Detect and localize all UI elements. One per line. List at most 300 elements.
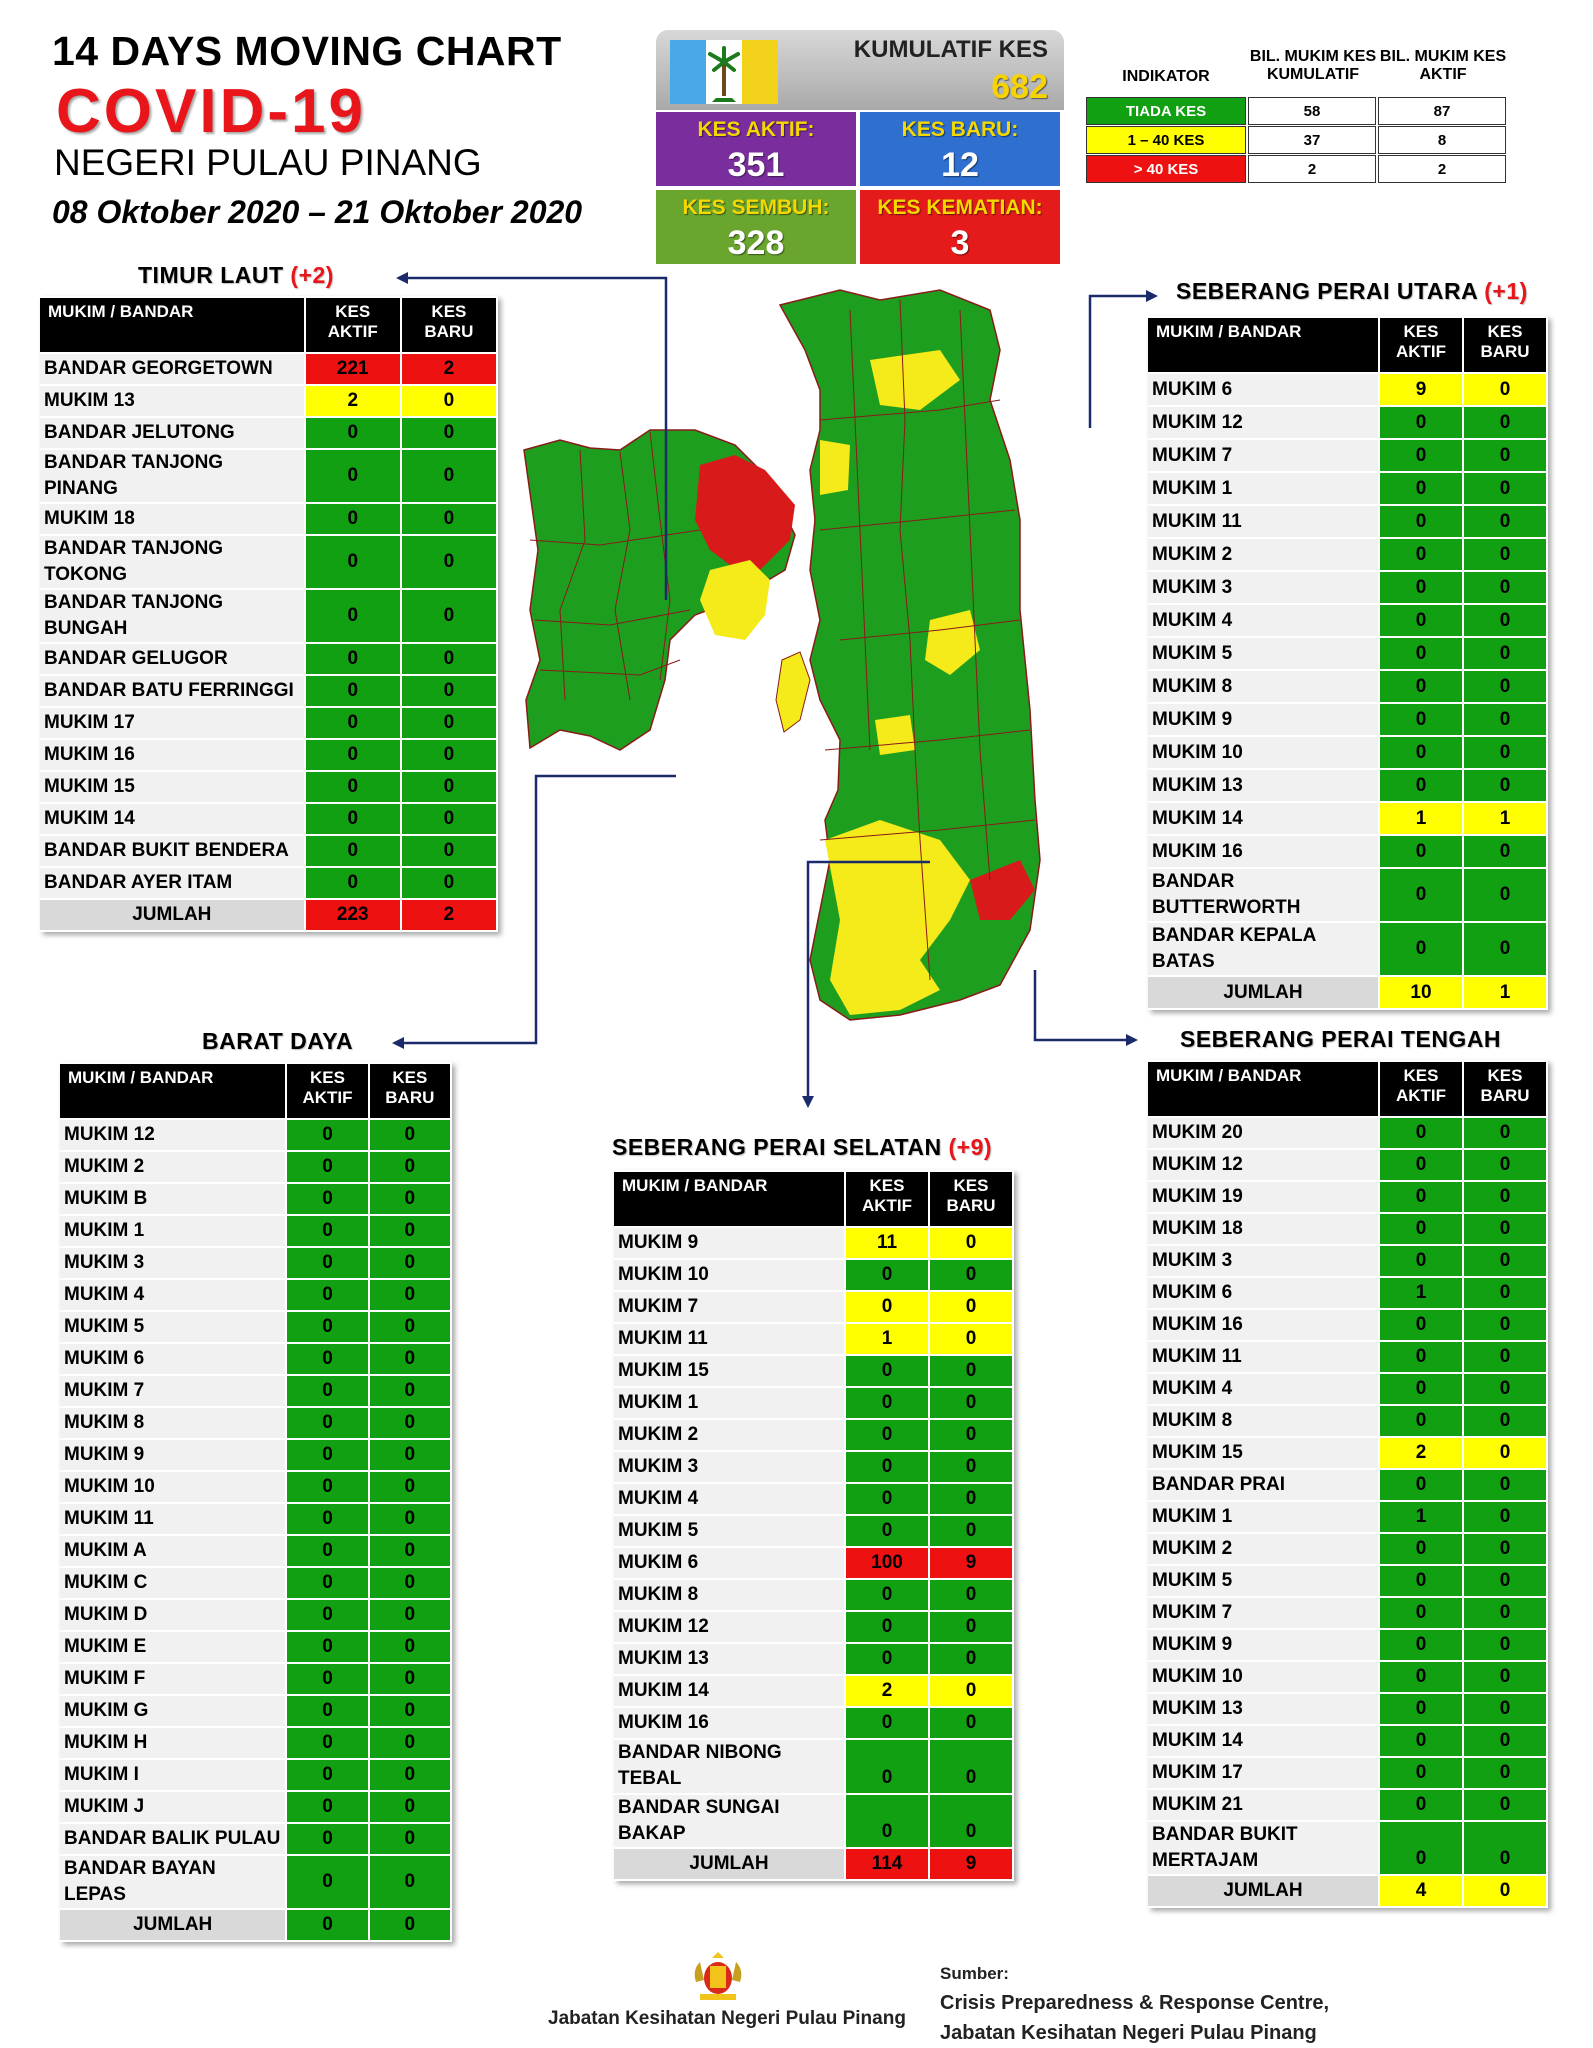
area-name: MUKIM C (60, 1568, 287, 1598)
active-cases-cell: 0 (846, 1260, 930, 1290)
area-name: MUKIM 6 (614, 1548, 846, 1578)
area-name: MUKIM 5 (60, 1312, 287, 1342)
new-cases-cell: 0 (1464, 605, 1548, 636)
table-row (1148, 1630, 1548, 1660)
region-title-barat-daya: BARAT DAYA (202, 1028, 354, 1054)
table-row (1148, 1150, 1548, 1180)
area-name: MUKIM 13 (40, 386, 306, 416)
active-cases-cell: 0 (1380, 1598, 1464, 1628)
table-row (1148, 1662, 1548, 1692)
area-name: MUKIM 3 (1148, 572, 1380, 603)
map-spt-yellow-2 (875, 715, 915, 755)
area-name: MUKIM 15 (1148, 1438, 1380, 1468)
new-cases-cell: 0 (1464, 671, 1548, 702)
area-name: BANDAR BALIK PULAU (60, 1824, 287, 1854)
col-header-active: KES AKTIF (1380, 318, 1464, 372)
area-name: MUKIM 6 (1148, 1278, 1380, 1308)
new-cases-cell: 0 (1464, 923, 1548, 975)
active-cases-cell: 0 (1380, 605, 1464, 636)
area-name: BANDAR BUTTERWORTH (1148, 869, 1380, 921)
new-cases-cell: 0 (1464, 440, 1548, 471)
active-cases-cell: 0 (1380, 1374, 1464, 1404)
table-row (614, 1228, 1014, 1258)
recovered-label: KES SEMBUH: (682, 196, 830, 219)
area-name: MUKIM 18 (1148, 1214, 1380, 1244)
new-cases-cell: 0 (370, 1248, 452, 1278)
table-row (1148, 638, 1548, 669)
total-label: JUMLAH (1148, 1876, 1380, 1906)
active-cases-cell: 100 (846, 1548, 930, 1578)
new-cases-cell: 0 (1464, 1758, 1548, 1788)
region-title-sps: SEBERANG PERAI SELATAN (+9) (612, 1134, 993, 1160)
active-cases-cell: 0 (287, 1440, 369, 1470)
new-cases-cell: 0 (402, 676, 498, 706)
indicator-rows (1086, 97, 1506, 183)
active-cases-cell: 0 (287, 1760, 369, 1790)
col-header-active: KES AKTIF (1380, 1062, 1464, 1116)
active-cases-cell: 9 (1380, 374, 1464, 405)
table-row (40, 450, 498, 502)
table-row (614, 1324, 1014, 1354)
area-name: MUKIM 13 (614, 1644, 846, 1674)
table-total-row (1148, 1876, 1548, 1906)
area-name: MUKIM 20 (1148, 1118, 1380, 1148)
active-cases-cell: 0 (1380, 539, 1464, 570)
new-cases-cell: 0 (402, 418, 498, 448)
area-name: MUKIM 14 (614, 1676, 846, 1706)
active-value: 351 (727, 146, 785, 184)
table-header-row (614, 1172, 1014, 1226)
table-row (614, 1740, 1014, 1793)
area-name: MUKIM B (60, 1184, 287, 1214)
table-row (60, 1504, 452, 1534)
area-name: BANDAR PRAI (1148, 1470, 1380, 1500)
table-row (60, 1440, 452, 1470)
cumulative-cases-card (656, 30, 1064, 110)
new-cases-cell: 0 (1464, 1662, 1548, 1692)
new-cases-cell: 0 (370, 1376, 452, 1406)
active-cases-cell: 0 (306, 504, 402, 534)
area-name: MUKIM 12 (60, 1120, 287, 1150)
indicator-col-active: BIL. MUKIM KES AKTIF (1379, 48, 1507, 83)
area-name: MUKIM 11 (1148, 506, 1380, 537)
new-cases-cell: 1 (1464, 803, 1548, 834)
deaths-value: 3 (950, 224, 970, 262)
indicator-cumulative-count: 37 (1248, 126, 1376, 154)
recovered-value: 328 (727, 224, 785, 262)
table-row (1148, 1214, 1548, 1244)
col-header-active: KES AKTIF (306, 298, 402, 352)
new-cases-cell: 0 (1464, 1502, 1548, 1532)
area-name: MUKIM A (60, 1536, 287, 1566)
table-row (1148, 1246, 1548, 1276)
col-header-new: KES BARU (930, 1172, 1014, 1226)
new-cases-cell: 0 (1464, 770, 1548, 801)
active-cases-cell: 0 (287, 1824, 369, 1854)
table-row (1148, 1822, 1548, 1874)
new-cases-cell: 0 (1464, 1598, 1548, 1628)
active-cases-cell: 0 (1380, 1118, 1464, 1148)
new-cases-cell: 0 (370, 1600, 452, 1630)
area-name: MUKIM 21 (1148, 1790, 1380, 1820)
area-name: MUKIM 7 (1148, 440, 1380, 471)
indicator-col-cumulative: BIL. MUKIM KES KUMULATIF (1249, 48, 1377, 83)
table-row (1148, 770, 1548, 801)
new-cases-cell: 0 (930, 1516, 1014, 1546)
area-name: MUKIM 14 (40, 804, 306, 834)
area-name: MUKIM 13 (1148, 1694, 1380, 1724)
table-row (40, 644, 498, 674)
new-cases-cell: 0 (370, 1696, 452, 1726)
table-row (60, 1472, 452, 1502)
kpi-panel (656, 30, 1064, 264)
new-cases-cell: 0 (1464, 1694, 1548, 1724)
table-row (60, 1632, 452, 1662)
new-cases-cell: 0 (370, 1472, 452, 1502)
table-row (40, 386, 498, 416)
table-row (40, 676, 498, 706)
table-row (614, 1292, 1014, 1322)
new-cases-cell: 2 (402, 900, 498, 930)
active-cases-cell: 0 (287, 1344, 369, 1374)
new-cases-cell: 0 (402, 386, 498, 416)
area-name: MUKIM 7 (614, 1292, 846, 1322)
active-cases-cell: 4 (1380, 1876, 1464, 1906)
active-cases-cell: 0 (306, 836, 402, 866)
total-label: JUMLAH (614, 1849, 846, 1879)
active-cases-cell: 0 (1380, 1758, 1464, 1788)
table-total-row (1148, 977, 1548, 1008)
new-cases-cell: 0 (930, 1612, 1014, 1642)
table-row (614, 1356, 1014, 1386)
map-island-yellow (700, 560, 770, 640)
table-row (60, 1664, 452, 1694)
new-cases-cell: 0 (1464, 539, 1548, 570)
active-cases-cell: 2 (306, 386, 402, 416)
col-header-active: KES AKTIF (287, 1064, 369, 1118)
area-name: MUKIM 14 (1148, 803, 1380, 834)
table-row (40, 772, 498, 802)
active-cases-cell: 0 (1380, 506, 1464, 537)
area-name: MUKIM 18 (40, 504, 306, 534)
area-name: MUKIM 13 (1148, 770, 1380, 801)
active-cases-cell: 0 (287, 1632, 369, 1662)
table-row (614, 1580, 1014, 1610)
area-name: BANDAR NIBONG TEBAL (614, 1740, 846, 1793)
new-cases-cell: 0 (930, 1324, 1014, 1354)
table-row (1148, 836, 1548, 867)
new-cases-cell: 0 (1464, 1246, 1548, 1276)
table-row (1148, 407, 1548, 438)
new-cases-cell: 0 (1464, 1822, 1548, 1874)
active-cases-cell: 0 (1380, 1726, 1464, 1756)
new-cases-cell: 0 (370, 1728, 452, 1758)
new-label: KES BARU: (901, 118, 1019, 141)
new-cases-cell: 0 (930, 1452, 1014, 1482)
active-cases-cell: 0 (287, 1152, 369, 1182)
col-header-name: MUKIM / BANDAR (614, 1172, 846, 1226)
active-cases-cell: 221 (306, 354, 402, 384)
table-row (1148, 1310, 1548, 1340)
table-row (40, 536, 498, 588)
new-cases-cell: 2 (402, 354, 498, 384)
area-name: MUKIM 16 (614, 1708, 846, 1738)
new-cases-cell: 0 (370, 1120, 452, 1150)
active-cases-cell: 0 (287, 1568, 369, 1598)
new-cases-cell: 1 (1464, 977, 1548, 1008)
new-cases-cell: 0 (1464, 638, 1548, 669)
area-name: MUKIM 9 (60, 1440, 287, 1470)
active-cases-card (656, 112, 856, 186)
active-cases-cell: 0 (846, 1644, 930, 1674)
area-name: BANDAR BATU FERRINGGI (40, 676, 306, 706)
active-cases-cell: 0 (1380, 440, 1464, 471)
table-row (40, 590, 498, 642)
active-cases-cell: 2 (846, 1676, 930, 1706)
new-cases-cell: 0 (402, 868, 498, 898)
active-cases-cell: 0 (306, 740, 402, 770)
active-cases-cell: 0 (1380, 671, 1464, 702)
table-row (1148, 1566, 1548, 1596)
indicator-table (1086, 46, 1506, 183)
area-name: MUKIM 6 (60, 1344, 287, 1374)
footer-department: Jabatan Kesihatan Negeri Pulau Pinang (548, 2008, 906, 2029)
new-cases-cell: 0 (930, 1228, 1014, 1258)
new-cases-cell: 0 (370, 1856, 452, 1908)
area-name: MUKIM 7 (60, 1376, 287, 1406)
new-cases-cell: 0 (930, 1356, 1014, 1386)
active-cases-cell: 0 (287, 1696, 369, 1726)
area-name: MUKIM 5 (1148, 638, 1380, 669)
date-range: 08 Oktober 2020 – 21 Oktober 2020 (52, 194, 583, 230)
table-row (1148, 374, 1548, 405)
new-cases-cell: 0 (370, 1184, 452, 1214)
new-cases-cell: 0 (402, 450, 498, 502)
area-name: MUKIM 16 (1148, 1310, 1380, 1340)
table-row (40, 354, 498, 384)
active-cases-cell: 0 (306, 868, 402, 898)
active-cases-cell: 0 (1380, 737, 1464, 768)
new-cases-cell: 0 (1464, 1214, 1548, 1244)
active-cases-cell: 0 (287, 1472, 369, 1502)
new-cases-cell: 0 (1464, 1534, 1548, 1564)
active-cases-cell: 0 (1380, 1150, 1464, 1180)
table-row (1148, 605, 1548, 636)
area-name: BANDAR AYER ITAM (40, 868, 306, 898)
table-total-row (40, 900, 498, 930)
indicator-row (1086, 126, 1506, 154)
area-name: BANDAR BUKIT MERTAJAM (1148, 1822, 1380, 1874)
active-cases-cell: 0 (1380, 572, 1464, 603)
new-cases-cell: 0 (1464, 572, 1548, 603)
table-row (60, 1568, 452, 1598)
area-name: MUKIM 5 (614, 1516, 846, 1546)
new-cases-cell: 0 (370, 1280, 452, 1310)
table-row (60, 1728, 452, 1758)
active-cases-cell: 0 (1380, 1406, 1464, 1436)
footer-source-line2: Jabatan Kesihatan Negeri Pulau Pinang (940, 2022, 1317, 2044)
new-cases-cell: 0 (930, 1795, 1014, 1848)
active-cases-cell: 0 (287, 1856, 369, 1908)
active-cases-cell: 0 (846, 1708, 930, 1738)
area-name: MUKIM 1 (60, 1216, 287, 1246)
new-cases-cell: 0 (1464, 1566, 1548, 1596)
table-row (60, 1760, 452, 1790)
col-header-name: MUKIM / BANDAR (1148, 318, 1380, 372)
table-row (60, 1408, 452, 1438)
active-cases-cell: 0 (306, 644, 402, 674)
new-cases-cell: 0 (370, 1216, 452, 1246)
new-cases-cell: 0 (1464, 1374, 1548, 1404)
active-cases-cell: 0 (1380, 869, 1464, 921)
table-row (1148, 869, 1548, 921)
penang-district-map (520, 280, 1120, 1040)
area-name: BANDAR KEPALA BATAS (1148, 923, 1380, 975)
area-name: MUKIM 8 (60, 1408, 287, 1438)
new-cases-cell: 0 (930, 1292, 1014, 1322)
table-row (614, 1516, 1014, 1546)
area-name: MUKIM 17 (1148, 1758, 1380, 1788)
area-name: MUKIM 11 (614, 1324, 846, 1354)
total-label: JUMLAH (40, 900, 306, 930)
active-cases-cell: 0 (1380, 1566, 1464, 1596)
col-header-name: MUKIM / BANDAR (1148, 1062, 1380, 1116)
area-name: MUKIM 4 (614, 1484, 846, 1514)
area-name: MUKIM D (60, 1600, 287, 1630)
new-cases-cell: 0 (1464, 473, 1548, 504)
area-name: MUKIM 12 (1148, 407, 1380, 438)
new-cases-cell: 0 (402, 772, 498, 802)
col-header-new: KES BARU (1464, 1062, 1548, 1116)
table-row (60, 1376, 452, 1406)
col-header-new: KES BARU (1464, 318, 1548, 372)
table-row (1148, 1726, 1548, 1756)
active-cases-cell: 2 (1380, 1438, 1464, 1468)
active-cases-cell: 0 (287, 1792, 369, 1822)
table-barat-daya (60, 1062, 452, 1942)
active-cases-cell: 0 (306, 708, 402, 738)
active-cases-cell: 0 (287, 1280, 369, 1310)
area-name: MUKIM 10 (1148, 1662, 1380, 1692)
active-cases-cell: 1 (1380, 803, 1464, 834)
active-cases-cell: 0 (1380, 770, 1464, 801)
table-header-row (40, 298, 498, 352)
table-row (614, 1548, 1014, 1578)
indicator-active-count: 87 (1378, 97, 1506, 125)
active-cases-cell: 11 (846, 1228, 930, 1258)
new-cases-cell: 0 (930, 1484, 1014, 1514)
table-row (1148, 1758, 1548, 1788)
table-total-row (60, 1910, 452, 1940)
table-header-row (1148, 1062, 1548, 1116)
new-cases-cell: 0 (370, 1792, 452, 1822)
table-row (40, 708, 498, 738)
area-name: MUKIM 4 (1148, 1374, 1380, 1404)
active-cases-cell: 0 (287, 1120, 369, 1150)
new-cases-cell: 0 (1464, 869, 1548, 921)
area-name: MUKIM 5 (1148, 1566, 1380, 1596)
table-row (1148, 440, 1548, 471)
new-cases-cell: 0 (402, 740, 498, 770)
area-name: BANDAR GELUGOR (40, 644, 306, 674)
area-name: BANDAR SUNGAI BAKAP (614, 1795, 846, 1848)
active-cases-cell: 0 (287, 1664, 369, 1694)
table-header-row (60, 1064, 452, 1118)
table-row (40, 418, 498, 448)
col-header-name: MUKIM / BANDAR (40, 298, 306, 352)
area-name: MUKIM 9 (1148, 704, 1380, 735)
new-cases-cell: 0 (370, 1632, 452, 1662)
table-seberang-perai-selatan (614, 1170, 1014, 1881)
active-cases-cell: 0 (287, 1536, 369, 1566)
active-cases-cell: 0 (846, 1388, 930, 1418)
footer-source (940, 1988, 1329, 2048)
active-cases-cell: 0 (846, 1612, 930, 1642)
table-row (614, 1612, 1014, 1642)
table-row (1148, 704, 1548, 735)
table-row (1148, 737, 1548, 768)
active-cases-cell: 0 (287, 1600, 369, 1630)
new-cases-cell: 0 (930, 1708, 1014, 1738)
area-name: MUKIM 12 (614, 1612, 846, 1642)
active-cases-cell: 0 (846, 1356, 930, 1386)
total-label: JUMLAH (60, 1910, 287, 1940)
new-cases-cell: 0 (1464, 1876, 1548, 1906)
new-cases-cell: 0 (1464, 737, 1548, 768)
area-name: MUKIM F (60, 1664, 287, 1694)
table-row (1148, 1342, 1548, 1372)
active-cases-cell: 0 (1380, 1694, 1464, 1724)
new-cases-cell: 0 (370, 1568, 452, 1598)
table-row (614, 1388, 1014, 1418)
active-cases-cell: 0 (306, 450, 402, 502)
new-cases-cell: 0 (370, 1440, 452, 1470)
active-cases-cell: 0 (1380, 473, 1464, 504)
new-cases-cell: 0 (1464, 407, 1548, 438)
table-row (1148, 539, 1548, 570)
area-name: MUKIM 19 (1148, 1182, 1380, 1212)
table-row (614, 1452, 1014, 1482)
active-cases-cell: 0 (306, 418, 402, 448)
active-cases-cell: 0 (846, 1740, 930, 1793)
area-name: MUKIM 3 (614, 1452, 846, 1482)
state-title: NEGERI PULAU PINANG (54, 142, 482, 183)
table-row (1148, 1374, 1548, 1404)
area-name: BANDAR BUKIT BENDERA (40, 836, 306, 866)
table-seberang-perai-utara (1148, 316, 1548, 1010)
active-cases-cell: 0 (287, 1184, 369, 1214)
active-cases-cell: 0 (287, 1504, 369, 1534)
new-cases-cell: 0 (1464, 1342, 1548, 1372)
area-name: MUKIM 1 (614, 1388, 846, 1418)
area-name: MUKIM 15 (614, 1356, 846, 1386)
active-cases-cell: 0 (287, 1312, 369, 1342)
active-cases-cell: 1 (846, 1324, 930, 1354)
new-cases-cell: 0 (402, 804, 498, 834)
new-cases-cell: 0 (1464, 1726, 1548, 1756)
area-name: MUKIM 16 (1148, 836, 1380, 867)
table-row (60, 1856, 452, 1908)
new-cases-cell: 0 (370, 1760, 452, 1790)
active-cases-cell: 0 (306, 590, 402, 642)
jata-negara-crest-icon (690, 1952, 746, 2002)
area-name: MUKIM 10 (1148, 737, 1380, 768)
table-row (1148, 1502, 1548, 1532)
table-row (40, 868, 498, 898)
deaths-label: KES KEMATIAN: (877, 196, 1043, 219)
col-header-name: MUKIM / BANDAR (60, 1064, 287, 1118)
area-name: MUKIM 7 (1148, 1598, 1380, 1628)
